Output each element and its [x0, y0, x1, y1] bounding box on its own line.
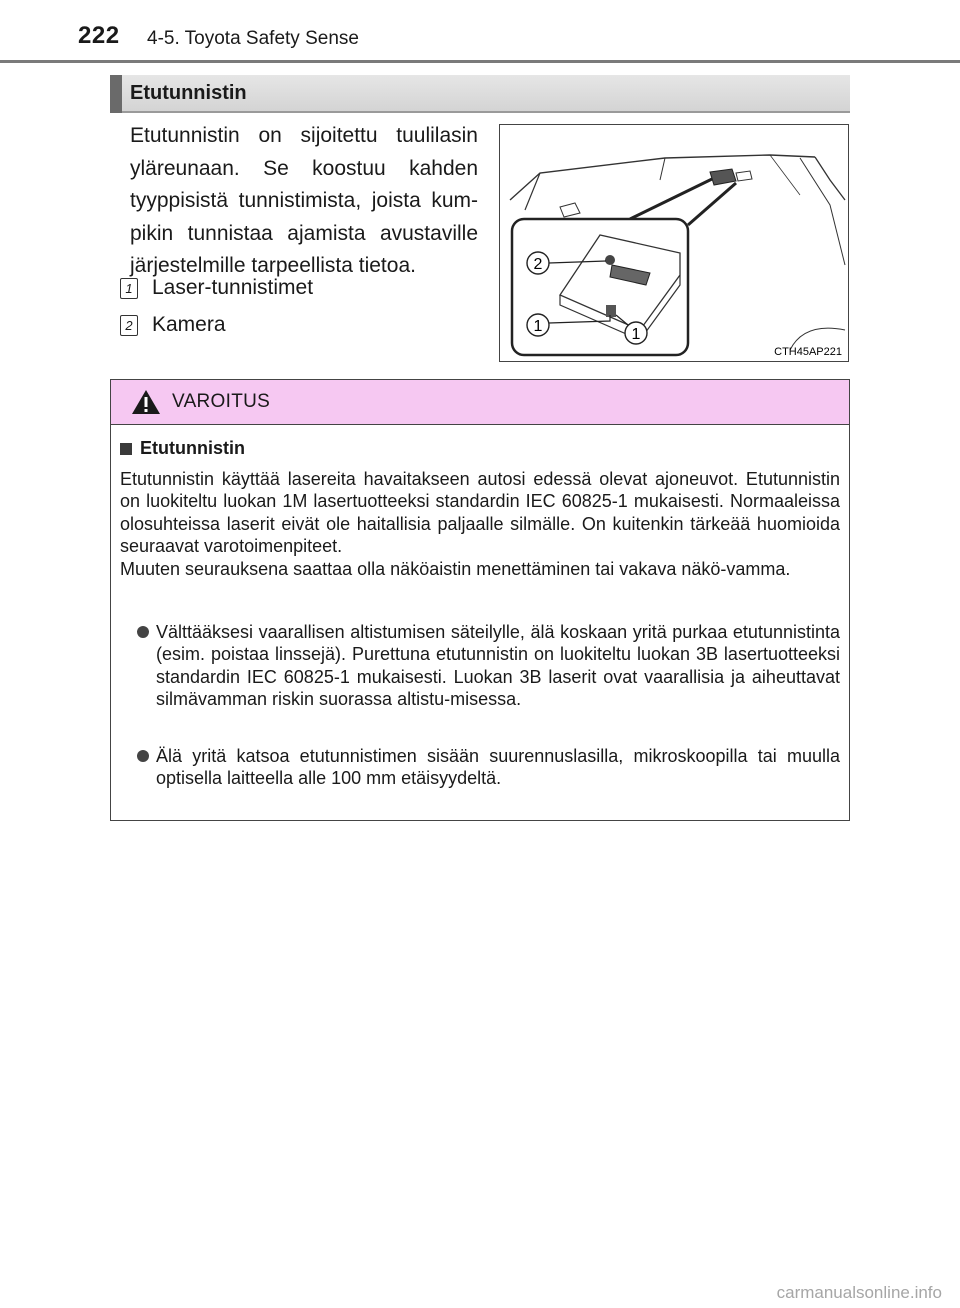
warning-bullet-text: Välttääksesi vaarallisen altistumisen säteilylle, älä koskaan yritä purkaa etutunnistinta (esim. poistaa linssejä). Purettuna etutunnistin on luokiteltu luokan 3B lasertuotteeksi standardin IEC 60825-1 mukaisesti. Luokan 3B laserit ovat vaarallisia ja aiheuttavat silmävamman riskin suorassa altistu-misessa.: [156, 622, 840, 709]
callout-1b: 1: [631, 326, 641, 343]
callout-2: 2: [533, 256, 543, 273]
section-heading-bar: [110, 75, 850, 113]
item-number-badge: 1: [120, 278, 138, 299]
list-item-camera: [120, 313, 226, 337]
header-rule: [0, 60, 960, 63]
warning-subheading-text: Etutunnistin: [140, 438, 245, 458]
section-title: Etutunnistin: [130, 82, 247, 104]
windshield-sensor-drawing: [500, 125, 848, 361]
intro-paragraph: Etutunnistin on sijoitettu tuulilasin yläreunaan. Se koostuu kahden tyyppisistä tunnistimista, joista kum-pikin tunnistaa ajamista avustaville järjestelmille tarpeellista tietoa.: [130, 124, 478, 277]
warning-label: VAROITUS: [172, 391, 271, 412]
callout-1a: 1: [533, 318, 543, 335]
figure-code: CTH45AP221: [774, 346, 842, 358]
bullet-dot-icon: [137, 626, 149, 638]
warning-bullet-2: [137, 745, 840, 790]
bullet-dot-icon: [137, 750, 149, 762]
warning-header: [111, 380, 849, 425]
warning-bullet-text: Älä yritä katsoa etutunnistimen sisään suurennuslasilla, mikroskoopilla tai muulla optisella laitteella alle 100 mm etäisyydeltä.: [156, 746, 840, 789]
page-number: 222: [78, 22, 120, 49]
list-item-laser: [120, 276, 313, 300]
item-label: Kamera: [152, 313, 226, 336]
chapter-title: 4-5. Toyota Safety Sense: [147, 28, 359, 49]
warning-triangle-icon: [130, 388, 162, 416]
square-bullet-icon: [120, 443, 132, 455]
section-accent: [110, 75, 122, 113]
warning-box: [110, 379, 850, 821]
warning-subheading: [120, 438, 245, 459]
item-number-badge: 2: [120, 315, 138, 336]
warning-paragraph-1: Etutunnistin käyttää lasereita havaitakseen autosi edessä olevat ajoneuvot. Etutunnistin on luokiteltu luokan 1M lasertuotteeksi standardin IEC 60825-1 mukaisesti. Normaaleissa olosuhteissa laserit eivät ole haitallisia paljaalle silmälle. On kuitenkin tärkeää huomioida seuraavat varotoimenpiteet.: [120, 469, 840, 556]
sensor-illustration: [499, 124, 849, 362]
footer-watermark: carmanualsonline.info: [776, 1283, 942, 1302]
item-label: Laser-tunnistimet: [152, 276, 314, 299]
warning-bullet-1: [137, 621, 840, 710]
warning-paragraph-2: Muuten seurauksena saattaa olla näköaistin menettäminen tai vakava näkö-vamma.: [120, 559, 791, 579]
